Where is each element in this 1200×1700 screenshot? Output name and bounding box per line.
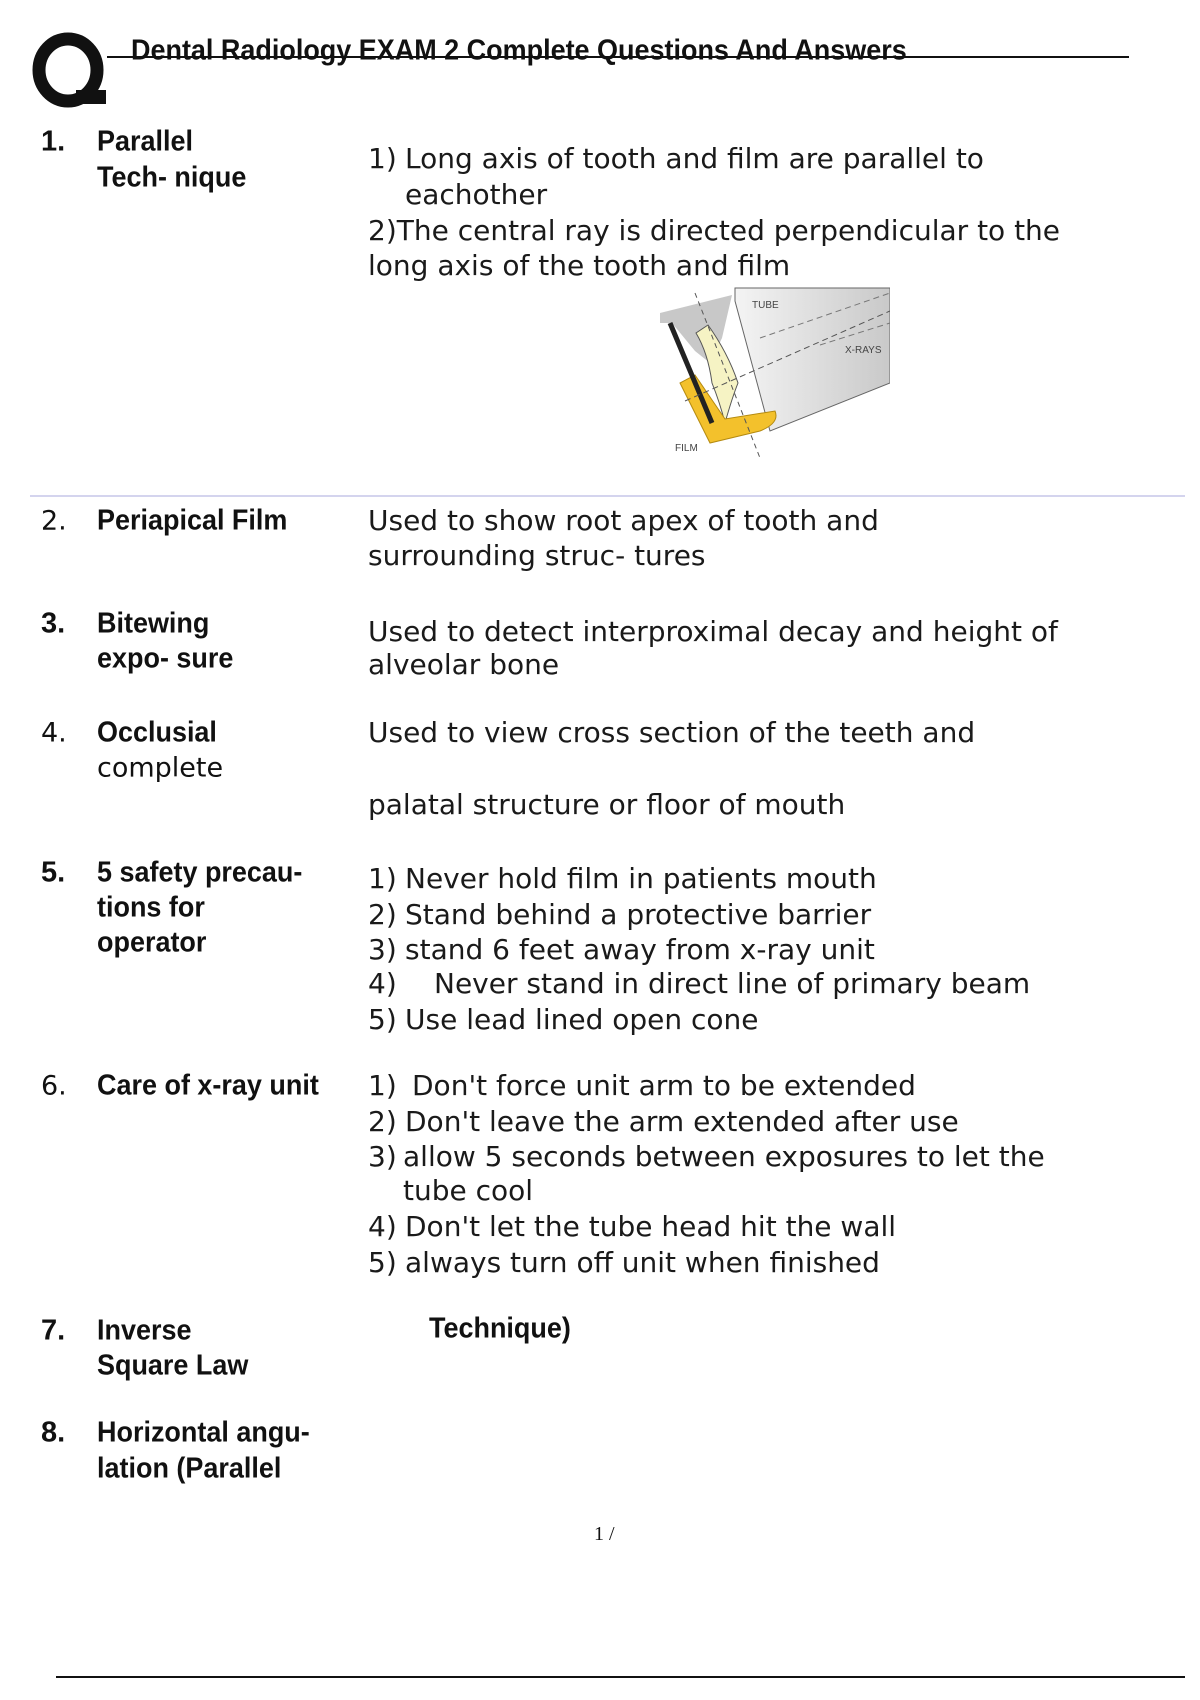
question-text: Horizontal angu- bbox=[97, 1416, 310, 1449]
answer-number: 5) bbox=[368, 1246, 397, 1279]
question-text: operator bbox=[97, 926, 207, 959]
answer-text: Don't leave the arm extended after use bbox=[405, 1105, 959, 1138]
question-text: complete bbox=[97, 752, 224, 784]
answer-text: Stand behind a protective barrier bbox=[405, 898, 872, 931]
page-number: 1 / bbox=[594, 1523, 615, 1545]
answer-text: Use lead lined open cone bbox=[405, 1003, 759, 1036]
question-text: 5 safety precau- bbox=[97, 856, 303, 889]
question-text: tions for bbox=[97, 891, 205, 924]
tube-label: TUBE bbox=[752, 300, 779, 311]
item-number: 6. bbox=[41, 1070, 67, 1102]
answer-text: eachother bbox=[405, 178, 548, 211]
logo bbox=[32, 32, 108, 108]
item-number: 4. bbox=[41, 717, 67, 749]
answer-number: 1) bbox=[368, 142, 397, 175]
answer-text: always turn off unit when finished bbox=[405, 1246, 880, 1279]
answer-text: Used to view cross section of the teeth and bbox=[368, 716, 976, 749]
question-text: Occlusial bbox=[97, 716, 217, 749]
answer-text: alveolar bone bbox=[368, 648, 560, 681]
question-text: expo- sure bbox=[97, 642, 234, 675]
answer-text: long axis of the tooth and film bbox=[368, 249, 791, 282]
parallel-technique-figure bbox=[650, 283, 890, 473]
answer-text: Don't let the tube head hit the wall bbox=[405, 1210, 897, 1243]
answer-text: stand 6 feet away from x-ray unit bbox=[405, 933, 875, 966]
answer-text: palatal structure or floor of mouth bbox=[368, 788, 846, 821]
answer-text: Never hold film in patients mouth bbox=[405, 862, 877, 895]
item-number: 7. bbox=[41, 1314, 66, 1347]
answer-text: Never stand in direct line of primary beam bbox=[434, 967, 1031, 1000]
answer-text: Long axis of tooth and film are parallel to bbox=[405, 142, 984, 175]
item-number: 2. bbox=[41, 505, 67, 537]
answer-number: 5) bbox=[368, 1003, 397, 1036]
question-text: Care of x-ray unit bbox=[97, 1069, 319, 1102]
answer-number: 4) bbox=[368, 967, 397, 1000]
answer-number: 3) bbox=[368, 1140, 397, 1173]
answer-text: tube cool bbox=[403, 1174, 534, 1207]
answer-text: 2)The central ray is directed perpendicular to the bbox=[368, 214, 1061, 247]
footer-rule bbox=[56, 1676, 1185, 1678]
page-title: Dental Radiology EXAM 2 Complete Questions And Answers bbox=[131, 34, 907, 67]
answer-text: Don't force unit arm to be extended bbox=[412, 1069, 916, 1102]
answer-number: 1) bbox=[368, 1069, 397, 1102]
q-logo-icon bbox=[32, 32, 108, 108]
answer-text: Used to detect interproximal decay and height of bbox=[368, 615, 1058, 648]
answer-text: allow 5 seconds between exposures to let the bbox=[403, 1140, 1045, 1173]
question-text: Tech- nique bbox=[97, 161, 247, 194]
item-number: 8. bbox=[41, 1416, 66, 1449]
section-divider bbox=[30, 495, 1185, 497]
question-text: Square Law bbox=[97, 1349, 249, 1382]
answer-number: 4) bbox=[368, 1210, 397, 1243]
question-text: Inverse bbox=[97, 1314, 192, 1347]
question-text: Bitewing bbox=[97, 607, 210, 640]
film-label: FILM bbox=[675, 443, 698, 454]
answer-number: 1) bbox=[368, 862, 397, 895]
answer-text: Used to show root apex of tooth and bbox=[368, 504, 879, 537]
xrays-label: X-RAYS bbox=[845, 345, 882, 356]
answer-text: Technique) bbox=[429, 1312, 571, 1345]
answer-number: 2) bbox=[368, 1105, 397, 1138]
item-number: 1. bbox=[41, 125, 66, 158]
answer-number: 2) bbox=[368, 898, 397, 931]
answer-text: surrounding struc- tures bbox=[368, 539, 706, 572]
item-number: 3. bbox=[41, 607, 66, 640]
question-text: Periapical Film bbox=[97, 504, 288, 537]
question-text: Parallel bbox=[97, 125, 193, 158]
question-text: lation (Parallel bbox=[97, 1452, 282, 1485]
answer-number: 3) bbox=[368, 933, 397, 966]
item-number: 5. bbox=[41, 856, 66, 889]
